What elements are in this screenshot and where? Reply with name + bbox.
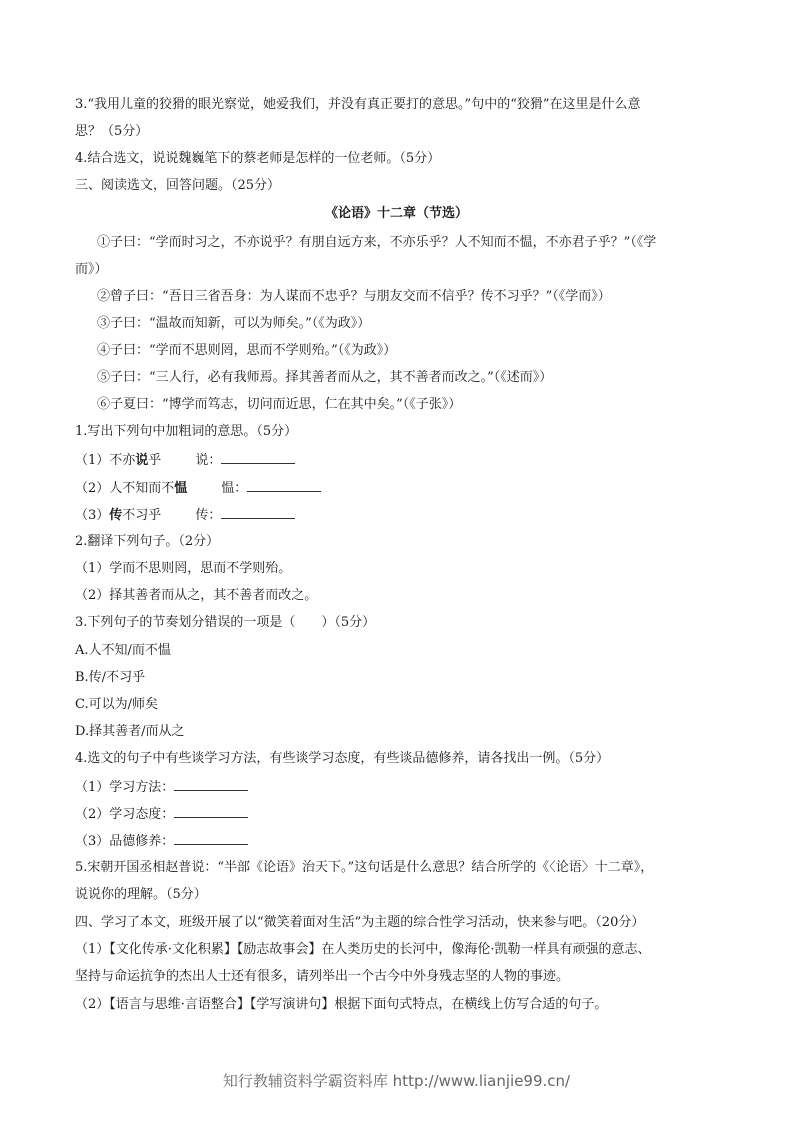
answer-blank[interactable]	[221, 451, 295, 464]
s3q4-prompt: 4.选文的句子中有些谈学习方法，有些谈学习态度，有些谈品德修养，请各找出一例。（5分）	[75, 751, 610, 766]
section3-heading: 三、阅读选文，回答问题。（25分）	[75, 178, 281, 193]
s4q1-line2: 坚持与命运抗争的杰出人士还有很多，请列举出一个古今中外身残志坚的人物的事迹。	[75, 969, 570, 984]
s3q1-item-2-label: 愠：	[221, 481, 248, 496]
s3q4-item-1-label: （1）学习方法：	[75, 780, 175, 795]
passage-p1-line1: ①子曰：“学而时习之，不亦说乎？有朋自远方来，不亦乐乎？人不知而不愠，不亦君子乎？”（《学	[97, 235, 657, 250]
s3q2-item-1: （1）学而不思则罔，思而不学则殆。	[75, 561, 292, 576]
s3q3-prompt: 3.下列句子的节奏划分错误的一项是（ ）（5分）	[75, 615, 376, 630]
passage-p5: ⑤子曰：“三人行，必有我师焉。择其善者而从之，其不善者而改之。”（《述而》）	[97, 370, 553, 385]
section4-heading: 四、学习了本文，班级开展了以“微笑着面对生活”为主题的综合性学习活动，快来参与吧。（20分）	[75, 915, 645, 930]
s3q1-item-1-post: 乎	[148, 453, 162, 468]
s3q1-item-3-post: 不习乎	[122, 508, 162, 523]
s3q1-item-1	[75, 451, 733, 470]
s3q2-item-2: （2）择其善者而从之，其不善者而改之。	[75, 588, 318, 603]
q4-text: 4.结合选文，说说魏巍笔下的蔡老师是怎样的一位老师。（5分）	[75, 151, 441, 166]
s3q3-option-b: B.传/不习乎	[75, 670, 146, 685]
passage-p4: ④子曰：“学而不思则罔，思而不学则殆。”（《为政》）	[97, 343, 397, 358]
s3q3-option-d: D.择其善者/而从之	[75, 724, 185, 739]
passage-p3: ③子曰：“温故而知新，可以为师矣。”（《为政》）	[97, 316, 371, 331]
s3q5-line2: 说说你的理解。（5分）	[75, 887, 207, 902]
s3q1-prompt: 1.写出下列句中加粗词的意思。（5分）	[75, 424, 298, 439]
s3q4-item-3-label: （3）品德修养：	[75, 834, 175, 849]
s3q1-item-3-label: 传：	[195, 508, 222, 523]
s4q2-text: （2）【语言与思维·言语整合】【学写演讲句】根据下面句式特点，在横线上仿写合适的句子。	[75, 997, 608, 1012]
answer-blank[interactable]	[221, 506, 295, 519]
s3q4-item-2	[75, 805, 733, 824]
s3q1-item-3-pre: （3）	[75, 508, 110, 523]
s3q4-item-3	[75, 832, 733, 851]
s4q1-line1: （1）【文化传承·文化积累】【励志故事会】在人类历史的长河中，像海伦·凯勒一样具有顽强的意志、	[75, 942, 651, 957]
q3-line1: 3.“我用儿童的狡猾的眼光察觉，她爱我们，并没有真正要打的意思。”句中的“狡猾”在这里是什么意	[75, 97, 641, 112]
answer-blank[interactable]	[174, 805, 248, 818]
answer-blank[interactable]	[247, 479, 321, 492]
s3q2-prompt: 2.翻译下列句子。（2分）	[75, 534, 220, 549]
s3q1-item-2	[75, 479, 733, 498]
s3q4-item-1	[75, 778, 733, 797]
answer-blank[interactable]	[174, 832, 248, 845]
s3q5-line1: 5.宋朝开国丞相赵普说：“半部《论语》治天下。”这句话是什么意思？结合所学的《〈论语〉十二章》，	[75, 860, 654, 875]
passage-p2: ②曾子曰：“吾日三省吾身：为人谋而不忠乎？与朋友交而不信乎？传不习乎？”（《学而》）	[97, 289, 611, 304]
s3q1-item-1-label: 说：	[195, 453, 222, 468]
passage-p1-line2: 而》）	[75, 262, 108, 277]
s3q3-option-c: C.可以为/师矣	[75, 697, 158, 712]
s3q3-option-a: A.人不知/而不愠	[75, 643, 171, 658]
s3q4-item-2-label: （2）学习态度：	[75, 807, 175, 822]
s3q1-item-2-pre: （2）人不知而不	[75, 481, 175, 496]
s3q1-item-3	[75, 506, 733, 525]
s3q1-item-3-bold: 传	[109, 508, 123, 523]
answer-blank[interactable]	[174, 778, 248, 791]
s3q1-item-2-bold: 愠	[174, 481, 188, 496]
passage-title: 《论语》十二章（节选）	[324, 206, 468, 221]
s3q1-item-1-pre: （1）不亦	[75, 453, 136, 468]
s3q1-item-1-bold: 说	[135, 453, 149, 468]
passage-p6: ⑥子夏曰：“博学而笃志，切问而近思，仁在其中矣。”（《子张》）	[97, 397, 462, 412]
q3-line2: 思？（5分）	[75, 124, 149, 139]
footer-watermark: 知行教辅资料学霸资料库 http://www.lianjie99.cn/	[222, 1072, 571, 1090]
